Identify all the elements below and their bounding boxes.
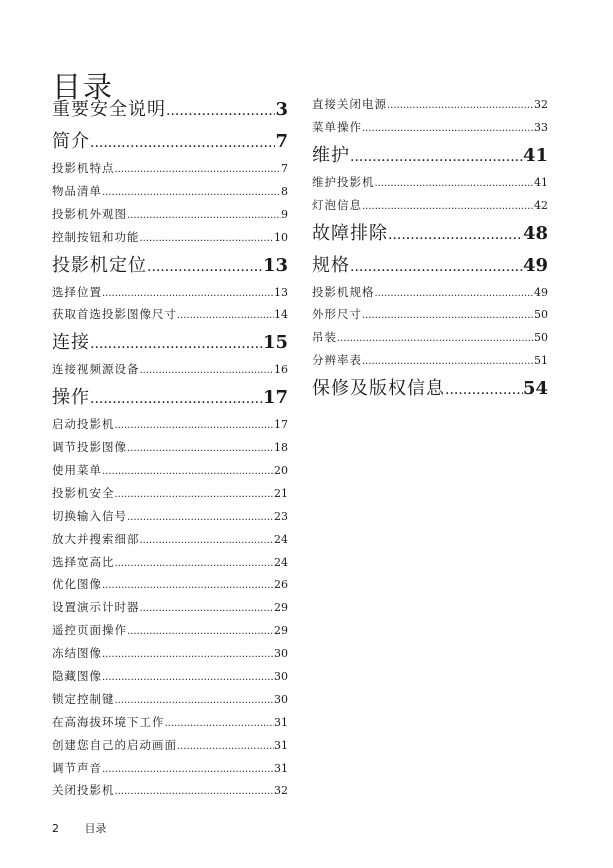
toc-section-entry[interactable] [52, 436, 288, 459]
toc-section-entry[interactable] [52, 528, 288, 551]
dot-leader [102, 283, 274, 304]
footer-section-title: 目录 [84, 822, 107, 835]
dot-leader [350, 252, 523, 281]
toc-entry-page-number: 49 [522, 254, 548, 276]
toc-entry-label: 菜单操作 [312, 119, 362, 134]
toc-entry-label: 优化图像 [52, 577, 102, 592]
toc-section-entry[interactable] [52, 551, 288, 574]
toc-section-entry[interactable] [312, 194, 548, 217]
toc-entry-page-number: 32 [274, 784, 288, 798]
toc-entry-page-number: 54 [522, 378, 548, 400]
toc-entry-label: 直接关闭电源 [312, 97, 387, 111]
toc-entry-label: 在高海拔环境下工作 [52, 714, 165, 729]
toc-entry-page-number: 41 [534, 175, 548, 189]
toc-entry-page-number: 29 [274, 624, 288, 638]
toc-entry-page-number: 24 [274, 532, 288, 546]
dot-leader [362, 305, 534, 326]
toc-chapter-entry[interactable] [52, 328, 288, 358]
toc-entry-page-number: 7 [281, 162, 288, 175]
toc-entry-page-number: 8 [281, 184, 288, 198]
dot-leader [177, 736, 274, 757]
toc-entry-label: 切换输入信号 [52, 508, 127, 523]
dot-leader [140, 530, 275, 551]
toc-section-entry[interactable] [52, 779, 288, 802]
dot-leader [127, 438, 274, 459]
dot-leader [337, 328, 534, 349]
dot-leader [388, 220, 523, 249]
dot-leader [102, 182, 281, 203]
toc-section-entry[interactable] [312, 326, 548, 349]
dot-leader [166, 96, 275, 125]
toc-entry-label: 使用菜单 [52, 463, 102, 478]
toc-section-entry[interactable] [312, 93, 548, 116]
toc-entry-label: 调节声音 [52, 760, 102, 775]
toc-entry-label: 重要安全说明 [52, 99, 166, 120]
dot-leader [362, 118, 534, 139]
toc-entry-label: 连接 [52, 332, 90, 354]
dot-leader [102, 461, 274, 482]
toc-entry-label: 锁定控制键 [52, 691, 115, 706]
dot-leader [140, 598, 275, 619]
toc-entry-label: 简介 [52, 131, 90, 152]
page-title: 目录 [52, 70, 115, 105]
toc-entry-label: 保修及版权信息 [312, 378, 445, 400]
toc-section-entry[interactable] [52, 505, 288, 528]
dot-leader [375, 283, 535, 304]
toc-entry-label: 维护 [312, 144, 350, 166]
toc-entry-label: 遥控页面操作 [52, 623, 127, 638]
dot-leader [115, 553, 275, 574]
toc-section-entry[interactable] [52, 573, 288, 596]
toc-entry-page-number: 20 [274, 464, 288, 478]
toc-entry-page-number: 13 [274, 285, 288, 299]
toc-entry-page-number: 50 [534, 331, 548, 345]
dot-leader [147, 252, 263, 281]
dot-leader [102, 644, 274, 665]
toc-entry-label: 操作 [52, 387, 90, 409]
dot-leader [115, 159, 282, 180]
dot-leader [102, 575, 274, 596]
toc-section-entry[interactable] [52, 459, 288, 482]
toc-entry-page-number: 24 [274, 555, 288, 569]
toc-left-column [52, 93, 288, 802]
toc-entry-page-number: 14 [274, 308, 288, 322]
toc-entry-label: 放大并搜索细部 [52, 531, 140, 546]
toc-entry-page-number: 48 [522, 222, 548, 244]
toc-entry-label: 设置演示计时器 [52, 600, 140, 615]
toc-section-entry[interactable] [52, 180, 288, 203]
toc-section-entry[interactable] [52, 482, 288, 505]
toc-entry-label: 物品清单 [52, 183, 102, 198]
toc-chapter-entry[interactable] [52, 127, 288, 157]
toc-entry-page-number: 31 [274, 715, 288, 729]
toc-section-entry[interactable] [52, 203, 288, 226]
dot-leader [445, 375, 523, 404]
toc-entry-label: 创建您自己的启动画面 [52, 737, 177, 752]
toc-entry-page-number: 51 [534, 354, 548, 368]
dot-leader [115, 690, 275, 711]
toc-entry-label: 故障排除 [312, 222, 388, 244]
dot-leader [350, 142, 523, 171]
toc-chapter-entry[interactable] [52, 383, 288, 413]
dot-leader [127, 507, 274, 528]
toc-entry-label: 投影机安全 [52, 485, 115, 500]
toc-entry-page-number: 31 [274, 761, 288, 775]
toc-entry-page-number: 18 [274, 441, 288, 455]
toc-entry-label: 隐藏图像 [52, 669, 102, 684]
dot-leader [140, 228, 275, 249]
dot-leader [90, 329, 263, 358]
toc-right-column [312, 93, 548, 404]
toc-entry-label: 连接视频源设备 [52, 362, 140, 377]
toc-entry-label: 灯泡信息 [312, 197, 362, 212]
toc-entry-label: 控制按钮和功能 [52, 229, 140, 244]
toc-entry-page-number: 15 [262, 332, 288, 354]
toc-entry-page-number: 41 [522, 144, 548, 166]
toc-entry-page-number: 17 [274, 418, 288, 432]
toc-entry-page-number: 13 [262, 254, 288, 276]
toc-section-entry[interactable] [52, 226, 288, 249]
dot-leader [90, 128, 275, 157]
toc-entry-label: 调节投影图像 [52, 440, 127, 455]
toc-entry-page-number: 32 [534, 98, 548, 111]
toc-chapter-entry[interactable] [312, 141, 548, 171]
dot-leader [177, 305, 274, 326]
toc-entry-page-number: 49 [534, 285, 548, 299]
toc-entry-page-number: 16 [274, 363, 288, 377]
dot-leader [165, 713, 275, 734]
toc-section-entry[interactable] [52, 688, 288, 711]
toc-section-entry[interactable] [52, 757, 288, 780]
toc-chapter-entry[interactable] [312, 219, 548, 249]
toc-chapter-entry[interactable] [312, 374, 548, 404]
toc-entry-page-number: 50 [534, 308, 548, 322]
toc-section-entry[interactable] [312, 281, 548, 304]
toc-section-entry[interactable] [312, 349, 548, 372]
toc-entry-label: 投影机外观图 [52, 206, 127, 221]
dot-leader [102, 759, 274, 780]
toc-section-entry[interactable] [52, 665, 288, 688]
dot-leader [115, 415, 275, 436]
toc-chapter-entry[interactable] [52, 95, 288, 125]
toc-entry-label: 投影机规格 [312, 284, 375, 299]
toc-entry-label: 启动投影机 [52, 417, 115, 432]
dot-leader [362, 351, 534, 372]
toc-entry-label: 获取首选投影图像尺寸 [52, 307, 177, 322]
toc-entry-label: 关闭投影机 [52, 783, 115, 798]
toc-entry-label: 维护投影机 [312, 174, 375, 189]
toc-section-entry[interactable] [52, 619, 288, 642]
toc-entry-page-number: 33 [534, 120, 548, 134]
toc-entry-page-number: 30 [274, 692, 288, 706]
toc-entry-page-number: 3 [275, 99, 288, 120]
toc-entry-page-number: 9 [281, 207, 288, 221]
toc-entry-page-number: 23 [274, 509, 288, 523]
toc-section-entry[interactable] [52, 642, 288, 665]
toc-entry-page-number: 7 [275, 131, 288, 152]
toc-section-entry[interactable] [52, 358, 288, 381]
toc-entry-label: 冻结图像 [52, 646, 102, 661]
toc-section-entry[interactable] [52, 734, 288, 757]
toc-entry-label: 分辨率表 [312, 353, 362, 368]
dot-leader [102, 667, 274, 688]
toc-entry-label: 投影机定位 [52, 254, 147, 276]
toc-entry-page-number: 26 [274, 578, 288, 592]
dot-leader [90, 384, 263, 413]
toc-entry-page-number: 21 [274, 486, 288, 500]
toc-entry-label: 选择位置 [52, 284, 102, 299]
page-footer [52, 820, 107, 836]
toc-entry-label: 投影机特点 [52, 161, 115, 175]
dot-leader [127, 205, 281, 226]
dot-leader [362, 196, 534, 217]
toc-section-entry[interactable] [52, 413, 288, 436]
toc-section-entry[interactable] [52, 711, 288, 734]
toc-entry-label: 规格 [312, 254, 350, 276]
toc-entry-page-number: 17 [262, 387, 288, 409]
toc-entry-page-number: 30 [274, 670, 288, 684]
toc-section-entry[interactable] [52, 281, 288, 304]
toc-section-entry[interactable] [52, 303, 288, 326]
dot-leader [140, 360, 275, 381]
toc-section-entry[interactable] [52, 596, 288, 619]
toc-entry-label: 选择宽高比 [52, 554, 115, 569]
dot-leader [115, 484, 275, 505]
toc-entry-page-number: 30 [274, 647, 288, 661]
dot-leader [387, 95, 534, 116]
toc-entry-page-number: 29 [274, 601, 288, 615]
toc-section-entry[interactable] [312, 116, 548, 139]
toc-entry-page-number: 42 [534, 198, 548, 212]
dot-leader [375, 173, 535, 194]
toc-chapter-entry[interactable] [52, 251, 288, 281]
dot-leader [115, 781, 275, 802]
toc-entry-label: 吊装 [312, 330, 337, 345]
toc-entry-page-number: 31 [274, 738, 288, 752]
toc-section-entry[interactable] [312, 171, 548, 194]
toc-section-entry[interactable] [52, 157, 288, 180]
toc-chapter-entry[interactable] [312, 251, 548, 281]
dot-leader [127, 621, 274, 642]
toc-section-entry[interactable] [312, 303, 548, 326]
toc-entry-page-number: 10 [274, 230, 288, 244]
toc-entry-label: 外形尺寸 [312, 307, 362, 322]
footer-page-number: 2 [52, 822, 59, 835]
